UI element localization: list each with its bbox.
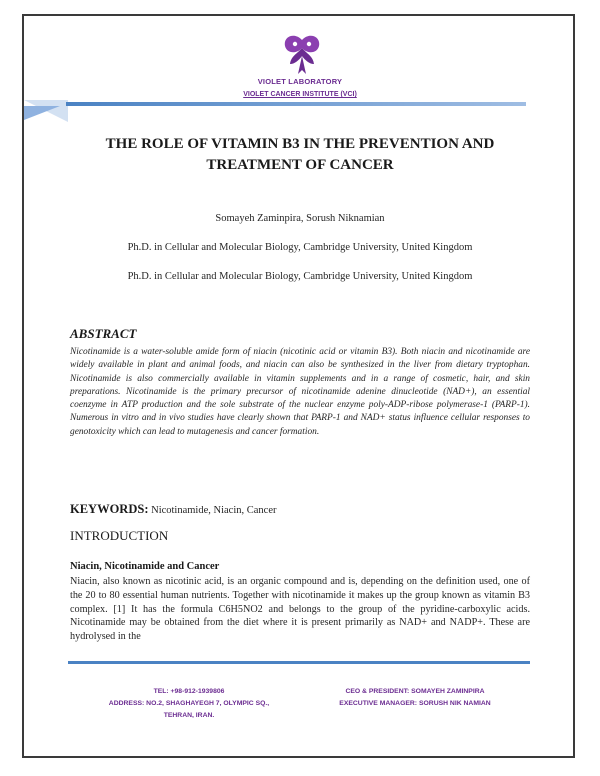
- institute-link[interactable]: VIOLET CANCER INSTITUTE (VCI): [243, 91, 357, 98]
- violet-flower-icon: [281, 34, 323, 76]
- section-subheading: Niacin, Nicotinamide and Cancer: [70, 561, 220, 572]
- decorative-band: [66, 102, 526, 106]
- authors: Somayeh Zaminpira, Sorush Niknamian: [215, 213, 385, 224]
- lab-name: VIOLET LABORATORY: [257, 77, 343, 86]
- keywords-label: KEYWORDS:: [70, 502, 149, 516]
- affiliation-1: Ph.D. in Cellular and Molecular Biology, Cambridge University, United Kingdom: [127, 242, 473, 253]
- institute-link-wrap: [0, 91, 600, 98]
- introduction-text: Niacin, also known as nicotinic acid, is an organic compound and is, depending on the definition used, one of the 20 to 80 essential human nutrients. Together with nicotinamide it makes up the group known as vitamin B3 complex. [1] It has the formula C6H5NO2 and belongs to the group of the pyridine-carboxylic acids. Nicotinamide may be obtained from the diet where it is present primarily as NAD+ and NADP+. These are hydrolysed in the: [70, 576, 530, 643]
- footer-address-1: ADDRESS: NO.2, SHAGHAYEGH 7, OLYMPIC SQ.,: [108, 700, 270, 707]
- footer-ceo: CEO & PRESIDENT: SOMAYEH ZAMINPIRA: [345, 688, 485, 695]
- title-line-2: TREATMENT OF CANCER: [206, 157, 394, 173]
- title-line-1: THE ROLE OF VITAMIN B3 IN THE PREVENTION AND: [105, 136, 495, 152]
- footer-manager: EXECUTIVE MANAGER: SORUSH NIK NAMIAN: [339, 700, 491, 707]
- paper-title: [60, 134, 540, 176]
- affiliation-2: Ph.D. in Cellular and Molecular Biology, Cambridge University, United Kingdom: [127, 271, 473, 282]
- decorative-wedge-dark: [24, 106, 60, 120]
- keywords-value: Nicotinamide, Niacin, Cancer: [151, 505, 277, 516]
- abstract-heading: ABSTRACT: [70, 326, 137, 341]
- footer-address-2: TEHRAN, IRAN.: [163, 712, 215, 719]
- footer-management: [300, 686, 530, 710]
- introduction-heading: INTRODUCTION: [70, 528, 169, 543]
- keywords: [70, 502, 276, 517]
- abstract-text: Nicotinamide is a water-soluble amide form of niacin (nicotinic acid or vitamin B3). Both niacin and nicotinamide are widely available in plant and animal foods, and niacin can also be synthesized in the liver from dietary tryptophan. Nicotinamide is also commercially available in vitamin supplements and in a range of cosmetic, hair, and skin preparations. Nicotinamide is the primary precursor of nicotinamide adenine dinucleotide (NAD+), an essential coenzyme in ATP production and the sole substrate of the nuclear enzyme poly-ADP-ribose polymerase-1 (PARP-1). Numerous in vitro and in vivo studies have clearly shown that PARP-1 and NAD+ status influence cellular responses to genotoxicity which can lead to mutagenesis and cancer formation.: [70, 347, 530, 437]
- footer-contact: [74, 686, 304, 722]
- footer-rule: [68, 661, 530, 664]
- footer-tel: TEL: +98-912-1939806: [153, 688, 225, 695]
